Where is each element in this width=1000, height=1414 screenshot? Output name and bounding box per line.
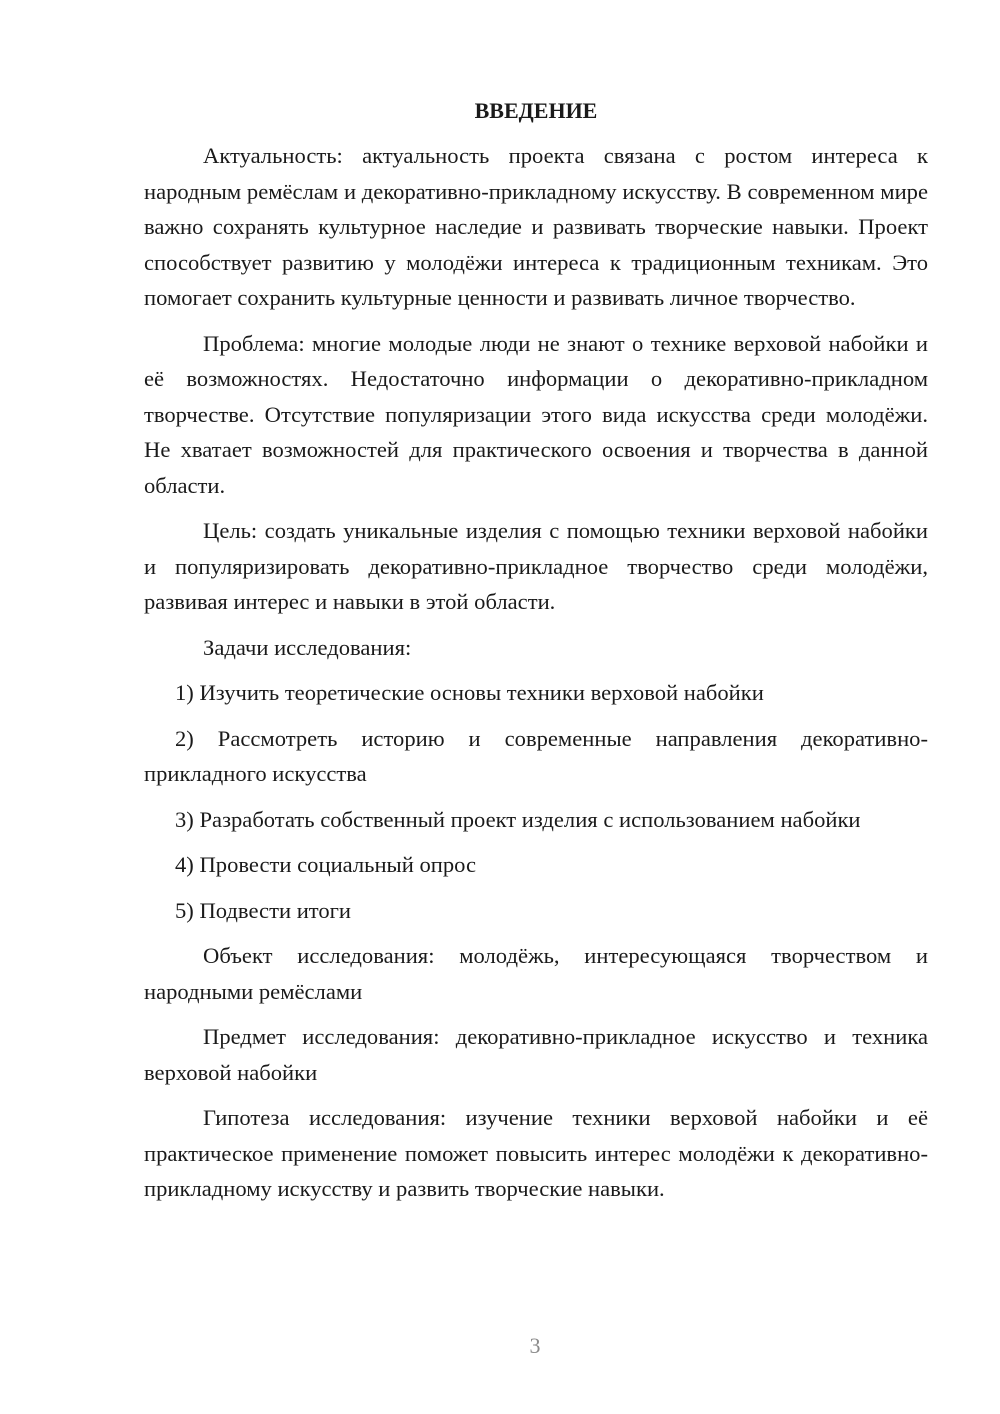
task-item-2: 2) Рассмотреть историю и современные направления декоративно-прикладного искусства [144, 725, 928, 786]
task-item-4: 4) Провести социальный опрос [175, 852, 477, 877]
page-content [144, 96, 928, 1217]
tasks-label: Задачи исследования: [203, 634, 412, 660]
task-item-3: 3) Разработать собственный проект изделия с использованием набойки [175, 806, 861, 832]
task-item-1: 1) Изучить теоретические основы техники верховой набойки [175, 680, 764, 705]
task-item-5: 5) Подвести итоги [175, 897, 352, 923]
page-title: ВВЕДЕНИЕ [474, 98, 598, 123]
paragraph-hypothesis: Гипотеза исследования: изучение техники верховой набойки и её практическое применение поможет повысить интерес молодёжи к декоративно-прикладному искусству и развить творческие навыки. [144, 1105, 928, 1201]
paragraph-subject: Предмет исследования: декоративно-прикладное искусство и техника верховой набойки [144, 1024, 928, 1085]
paragraph-problem: Проблема: многие молодые люди не знают о технике верховой набойки и её возможностях. Недостаточно информации о декоративно-прикладном творчестве. Отсутствие популяризации этого вида искусства среди молодёжи. Не хватает возможностей для практического освоения и творчества в данной области. [144, 330, 928, 498]
page-number: 3 [529, 1333, 541, 1358]
paragraph-object: Объект исследования: молодёжь, интересующаяся творчеством и народными ремёслами [144, 943, 928, 1004]
paragraph-goal: Цель: создать уникальные изделия с помощью техники верховой набойки и популяризировать декоративно-прикладное творчество среди молодёжи, развивая интерес и навыки в этой области. [144, 518, 928, 614]
paragraph-relevance: Актуальность: актуальность проекта связана с ростом интереса к народным ремёслам и декоративно-прикладному искусству. В современном мире важно сохранять культурное наследие и развивать творческие навыки. Проект способствует развитию у молодёжи интереса к традиционным техникам. Это помогает сохранить культурные ценности и развивать личное творчество. [144, 143, 928, 310]
